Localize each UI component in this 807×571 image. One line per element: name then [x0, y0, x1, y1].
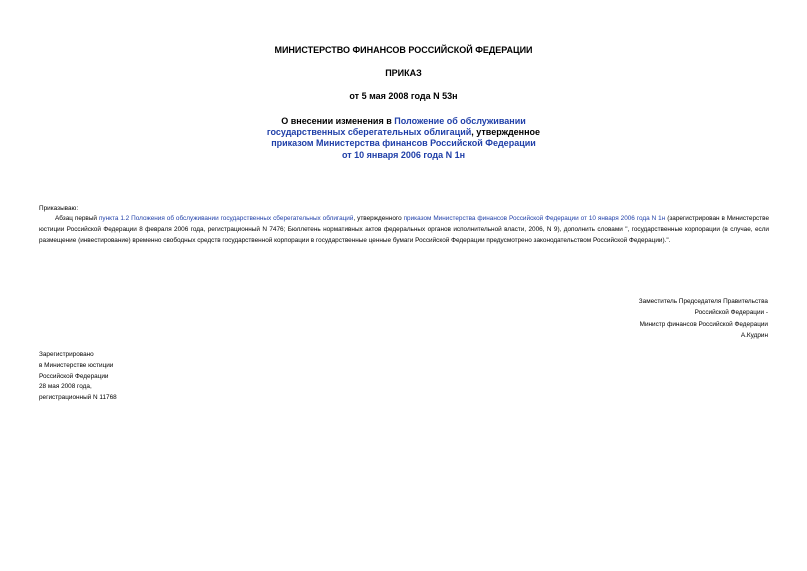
- paragraph-rest: (зарегистрирован в Министерстве юстиции Российской Федерации 8 февраля 2006 года, регистрационный N 7476; Бюллетень нормативных актов федеральных органов исполнительной власти, 2006, N 9), дополнить словами ", государственные корпорации (в случае, если размещение (инвестирование) временно свободных средств государственной корпорации в государственные ценные бумаги Российской Федерации предусмотрено законодательством Российской Федерации).".: [39, 215, 769, 244]
- regulation-link[interactable]: Положение об обслуживании: [394, 116, 526, 126]
- document-title: [0, 116, 807, 161]
- title-suffix: , утвержденное: [471, 127, 541, 138]
- regulation-link-continued[interactable]: государственных сберегательных облигаций: [266, 127, 472, 138]
- clause-link[interactable]: пункта 1.2 Положения об обслуживании государственных сберегательных облигаций: [98, 215, 354, 222]
- title-prefix: О внесении изменения в: [281, 116, 395, 126]
- order-intro: Приказываю:: [39, 205, 79, 212]
- signature-block: [639, 296, 768, 342]
- signer-position-1: Заместитель Председателя Правительства: [638, 298, 768, 305]
- document-type: ПРИКАЗ: [385, 68, 422, 78]
- registration-line-2: в Министерстве юстиции: [39, 361, 114, 369]
- registration-block: [39, 350, 117, 404]
- registration-date: 28 мая 2008 года,: [39, 383, 92, 391]
- signer-position-2: Российской Федерации -: [694, 309, 768, 317]
- signer-name: А.Кудрин: [740, 332, 768, 340]
- order-link[interactable]: приказом Министерства финансов Российской Федерации: [271, 138, 536, 149]
- paragraph-start: Абзац первый: [55, 215, 99, 222]
- title-line-3: [0, 138, 807, 149]
- title-line-1: [0, 116, 807, 127]
- registration-line-3: Российской Федерации: [39, 372, 109, 380]
- order-link-date[interactable]: от 10 января 2006 года N 1н: [341, 149, 466, 160]
- registration-line-1: Зарегистрировано: [39, 351, 94, 358]
- document-date-number: от 5 мая 2008 года N 53н: [349, 91, 458, 101]
- registration-number: регистрационный N 11768: [39, 394, 117, 402]
- paragraph-middle: , утвержденного: [353, 215, 404, 222]
- title-line-4: [0, 150, 807, 161]
- title-line-2: [0, 127, 807, 138]
- signer-position-3: Министр финансов Российской Федерации: [639, 320, 768, 328]
- order-paragraph: [39, 214, 769, 246]
- ministry-heading: МИНИСТЕРСТВО ФИНАНСОВ РОССИЙСКОЙ ФЕДЕРАЦИИ: [274, 45, 533, 55]
- order-reference-link[interactable]: приказом Министерства финансов Российской Федерации от 10 января 2006 года N 1н: [403, 215, 666, 222]
